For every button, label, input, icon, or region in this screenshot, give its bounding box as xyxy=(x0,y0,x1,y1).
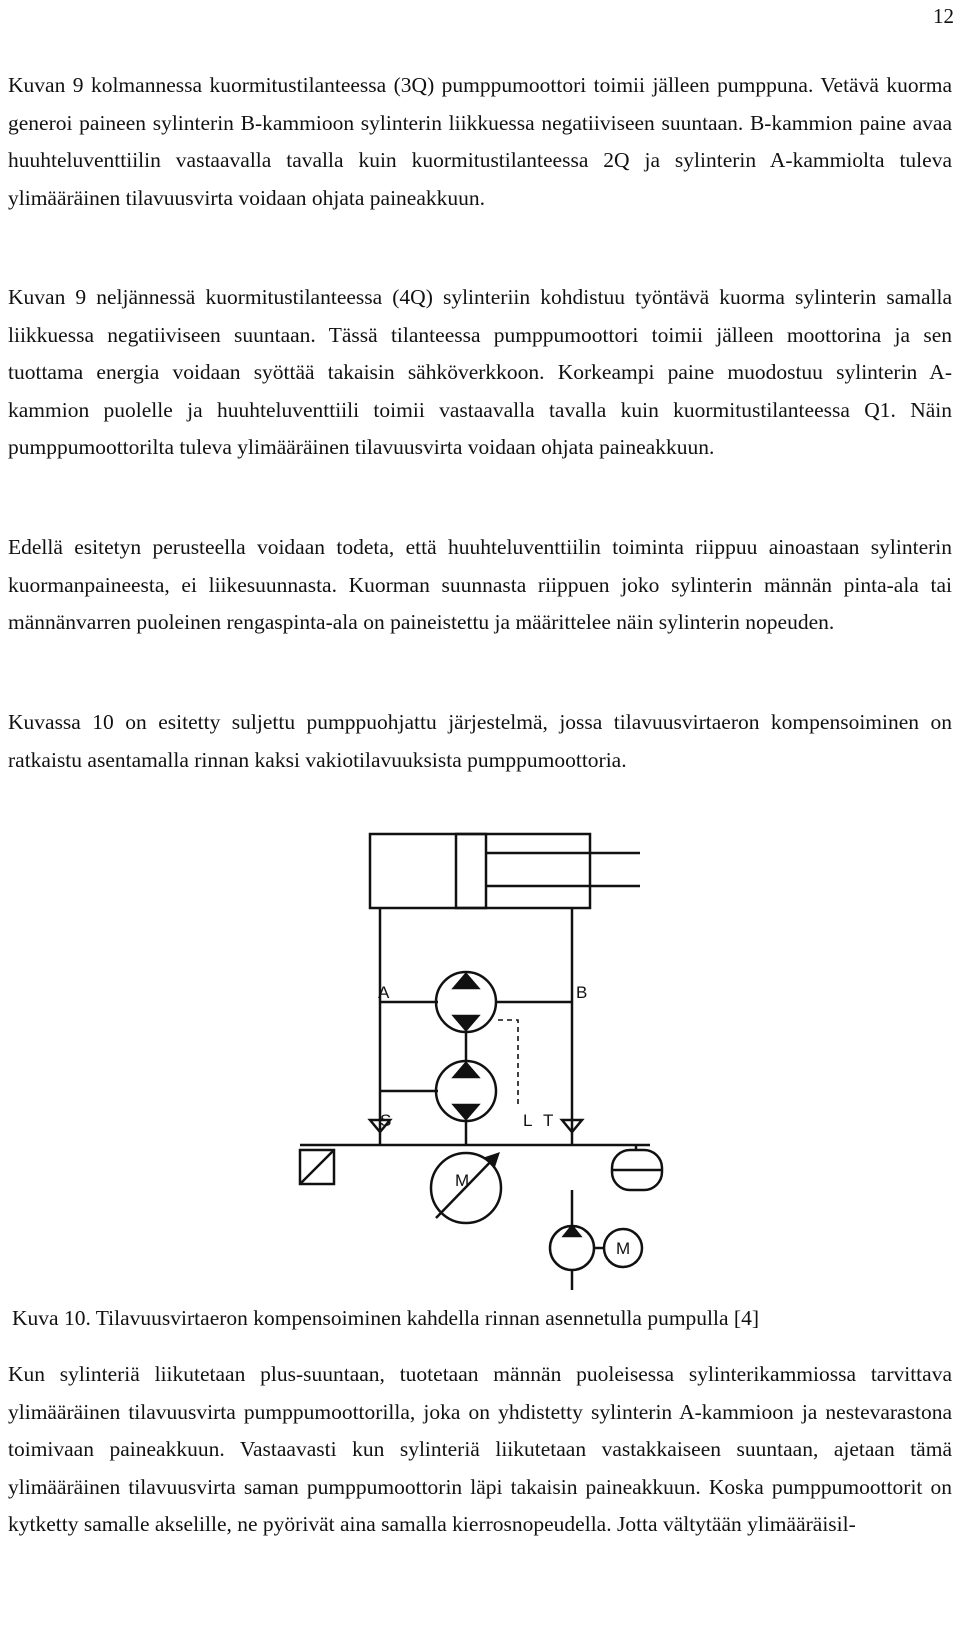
pilot-line xyxy=(498,1020,518,1104)
label-motor-charge: M xyxy=(616,1239,631,1258)
label-port-b: B xyxy=(576,983,588,1002)
label-port-l: L xyxy=(523,1111,533,1130)
label-port-a: A xyxy=(378,983,390,1002)
pump-1-arrow-up xyxy=(454,974,478,988)
paragraph-3: Edellä esitetyn perusteella voidaan todeta, että huuhteluventtiilin toiminta riippuu ainoastaan sylinterin kuormanpaineesta, ei liikesuunnasta. Kuorman suunnasta riippuen joko sylinterin männän pinta-ala tai männänvarren puoleinen rengaspinta-ala on paineistettu ja määrittelee näin sylinterin nopeuden. xyxy=(8,535,952,634)
pump-2-arrow-up xyxy=(454,1063,478,1077)
label-port-t: T xyxy=(543,1111,554,1130)
label-motor-main: M xyxy=(455,1171,470,1190)
page-number: 12 xyxy=(933,4,954,28)
pump-1-arrow-down xyxy=(454,1016,478,1030)
paragraph-1: Kuvan 9 kolmannessa kuormitustilanteessa (3Q) pumppumoottori toimii jälleen pumppuna. Vetävä kuorma generoi paineen sylinterin B-kammioon sylinterin liikkuessa negatiiviseen suuntaan. B-kammion paine avaa huuhteluventtiilin vastaavalla tavalla kuin kuormitustilanteessa 2Q ja sylinterin A-kammiolta tuleva ylimääräinen tilavuusvirta voidaan ohjata paineakkuun. xyxy=(8,73,952,210)
pump-2-arrow-down xyxy=(454,1105,478,1119)
label-port-s: S xyxy=(380,1111,392,1130)
paragraph-2: Kuvan 9 neljännessä kuormitustilanteessa (4Q) sylinteriin kohdistuu työntävä kuorma sylinterin samalla liikkuessa negatiiviseen suuntaan. Tässä tilanteessa pumppumoottori toimii jälleen moottorina ja sen tuottama energia voidaan syöttää takaisin sähköverkkoon. Korkeampi paine muodostuu sylinterin A-kammion puolelle ja huuhteluventtiili toimii vastaavalla tavalla kuin kuormitustilanteessa Q1. Näin pumppumoottorilta tuleva ylimääräinen tilavuusvirta voidaan ohjata paineakkuun. xyxy=(8,285,952,459)
filter-diagonal xyxy=(300,1150,334,1184)
paragraph-4: Kuvassa 10 on esitetty suljettu pumppuohjattu järjestelmä, jossa tilavuusvirtaeron kompensoiminen on ratkaistu asentamalla rinnan kaksi vakiotilavuuksista pumppumoottoria. xyxy=(8,710,952,772)
paragraph-5: Kun sylinteriä liikutetaan plus-suuntaan, tuotetaan männän puoleisessa sylinterikammiossa tarvittava ylimääräinen tilavuusvirta pumppumoottorilla, joka on yhdistetty sylinterin A-kammioon ja nestevarastona toimivaan paineakkuun. Vastaavasti kun sylinteriä liikutetaan vastakkaiseen suuntaan, ajetaan tämä ylimääräinen tilavuusvirta saman pumppumoottorin läpi takaisin paineakkuun. Koska pumppumoottorit on kytketty samalle akselille, ne pyörivät aina samalla kierrosnopeudella. Jotta vältytään ylimääräisil- xyxy=(8,1362,952,1536)
figure-caption: Kuva 10. Tilavuusvirtaeron kompensoiminen kahdella rinnan asennetulla pumpulla [4] xyxy=(12,1306,759,1330)
cylinder-body xyxy=(370,834,590,908)
cylinder-piston xyxy=(456,834,486,908)
